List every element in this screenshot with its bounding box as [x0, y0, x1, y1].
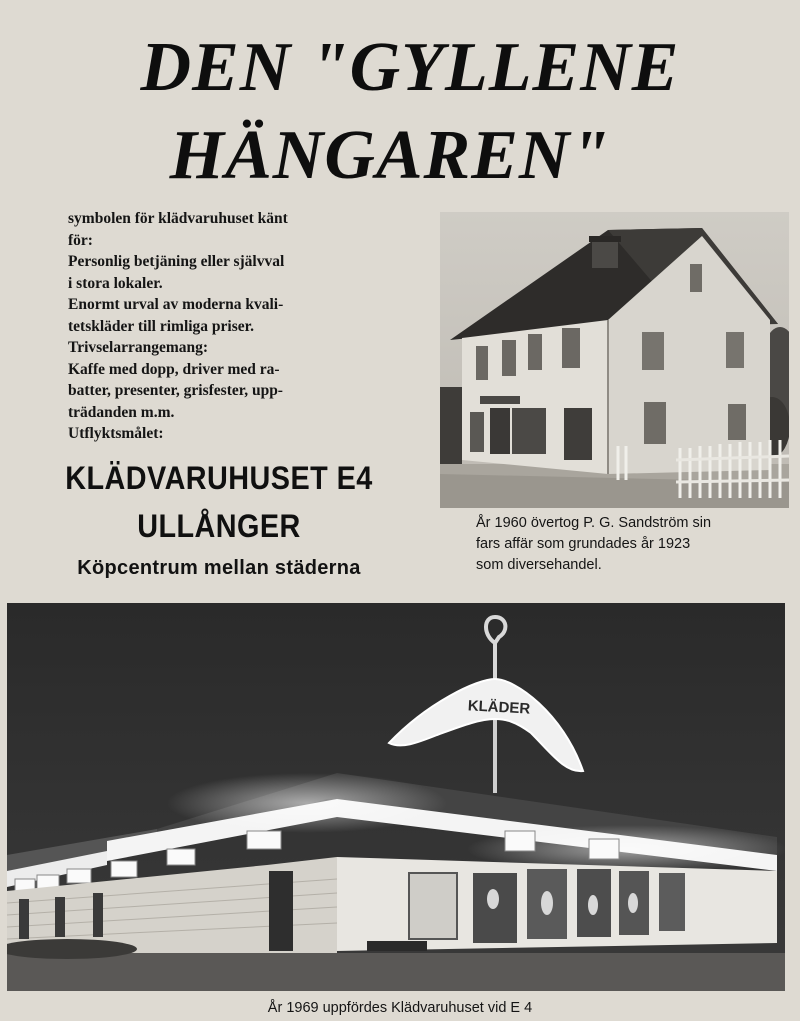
body-line: för:: [68, 231, 93, 249]
store-location: ULLÅNGER: [137, 508, 301, 544]
body-text: [68, 208, 358, 445]
body-line: i stora lokaler.: [68, 274, 163, 292]
caption-line: År 1960 övertog P. G. Sandström sin: [476, 515, 712, 531]
body-line: Personlig betjäning eller självval: [68, 253, 285, 270]
new-store-illustration: [7, 603, 785, 991]
body-line: symbolen för klädvaruhuset känt: [68, 210, 288, 227]
hanger-sign-text: KLÄDER: [467, 697, 531, 718]
store-name: KLÄDVARUHUSET E4: [65, 460, 373, 496]
headline-line-1: DEN "GYLLENE: [140, 29, 680, 106]
caption-line: som diversehandel.: [476, 557, 602, 573]
caption-line: fars affär som grundades år 1923: [476, 536, 691, 552]
body-line: tetskläder till rimliga priser.: [68, 317, 254, 335]
body-line: Trivselarrangemang:: [68, 339, 209, 356]
body-line: batter, presenter, grisfester, upp-: [68, 382, 283, 399]
body-line: trädanden m.m.: [68, 403, 175, 421]
new-store-photo: [7, 603, 785, 991]
old-store-illustration: [440, 212, 789, 508]
old-store-caption: [476, 513, 786, 576]
store-tagline: Köpcentrum mellan städerna: [77, 557, 361, 579]
body-line: Kaffe med dopp, driver med ra-: [68, 360, 280, 378]
body-line: Utflyktsmålet:: [68, 425, 164, 442]
headline-line-2: HÄNGAREN": [169, 117, 611, 194]
new-store-caption: År 1969 uppfördes Klädvaruhuset vid E 4: [267, 1000, 533, 1016]
old-store-photo: [440, 212, 789, 508]
body-line: Enormt urval av moderna kvali-: [68, 296, 284, 313]
